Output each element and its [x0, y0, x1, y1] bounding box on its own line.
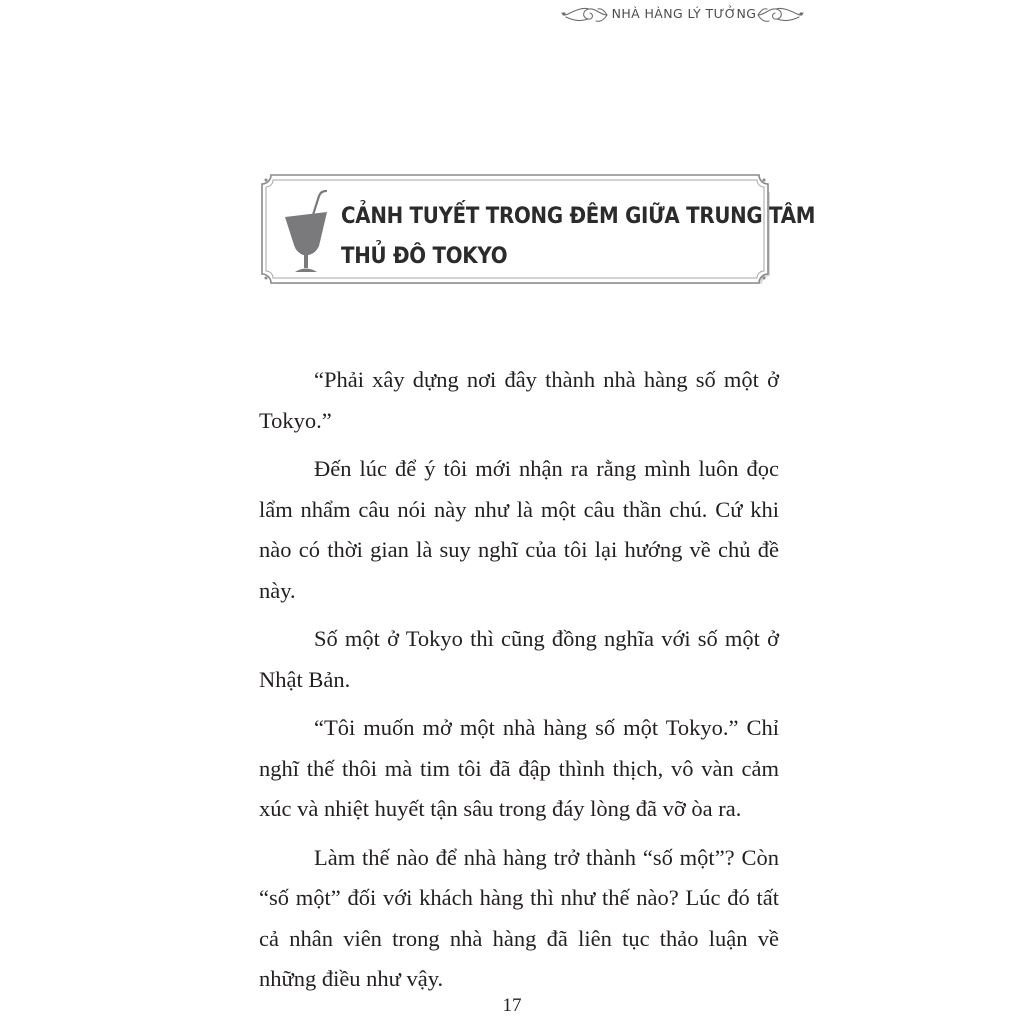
chapter-title-line-1: CẢNH TUYẾT TRONG ĐÊM GIỮA TRUNG TÂM — [341, 204, 816, 229]
running-header — [560, 2, 805, 28]
paragraph: “Phải xây dựng nơi đây thành nhà hàng số một ở Tokyo.” — [259, 367, 779, 433]
running-header-title: NHÀ HÀNG LÝ TƯỞNG — [611, 6, 757, 21]
paragraph: Đến lúc để ý tôi mới nhận ra rằng mình luôn đọc lẩm nhẩm câu nói này như là một câu thần chú. Cứ khi nào có thời gian là suy nghĩ của tôi lại hướng về chủ đề này. — [259, 456, 779, 603]
body-text — [259, 360, 779, 1008]
paragraph: Số một ở Tokyo thì cũng đồng nghĩa với số một ở Nhật Bản. — [259, 626, 779, 692]
chapter-title — [341, 197, 816, 277]
paragraph: “Tôi muốn mở một nhà hàng số một Tokyo.” Chỉ nghĩ thế thôi mà tim tôi đã đập thình thịch, vô vàn cảm xúc và nhiệt huyết tận sâu trong đáy lòng đã vỡ òa ra. — [259, 715, 779, 821]
cocktail-glass-icon — [279, 188, 335, 274]
paragraph: Làm thế nào để nhà hàng trở thành “số một”? Còn “số một” đối với khách hàng thì như thế nào? Lúc đó tất cả nhân viên trong nhà hàng đã liên tục thảo luận về những điều như vậy. — [259, 844, 779, 991]
chapter-heading — [259, 172, 816, 286]
chapter-title-line-2: THỦ ĐÔ TOKYO — [341, 244, 508, 269]
page-number: 17 — [502, 995, 522, 1016]
